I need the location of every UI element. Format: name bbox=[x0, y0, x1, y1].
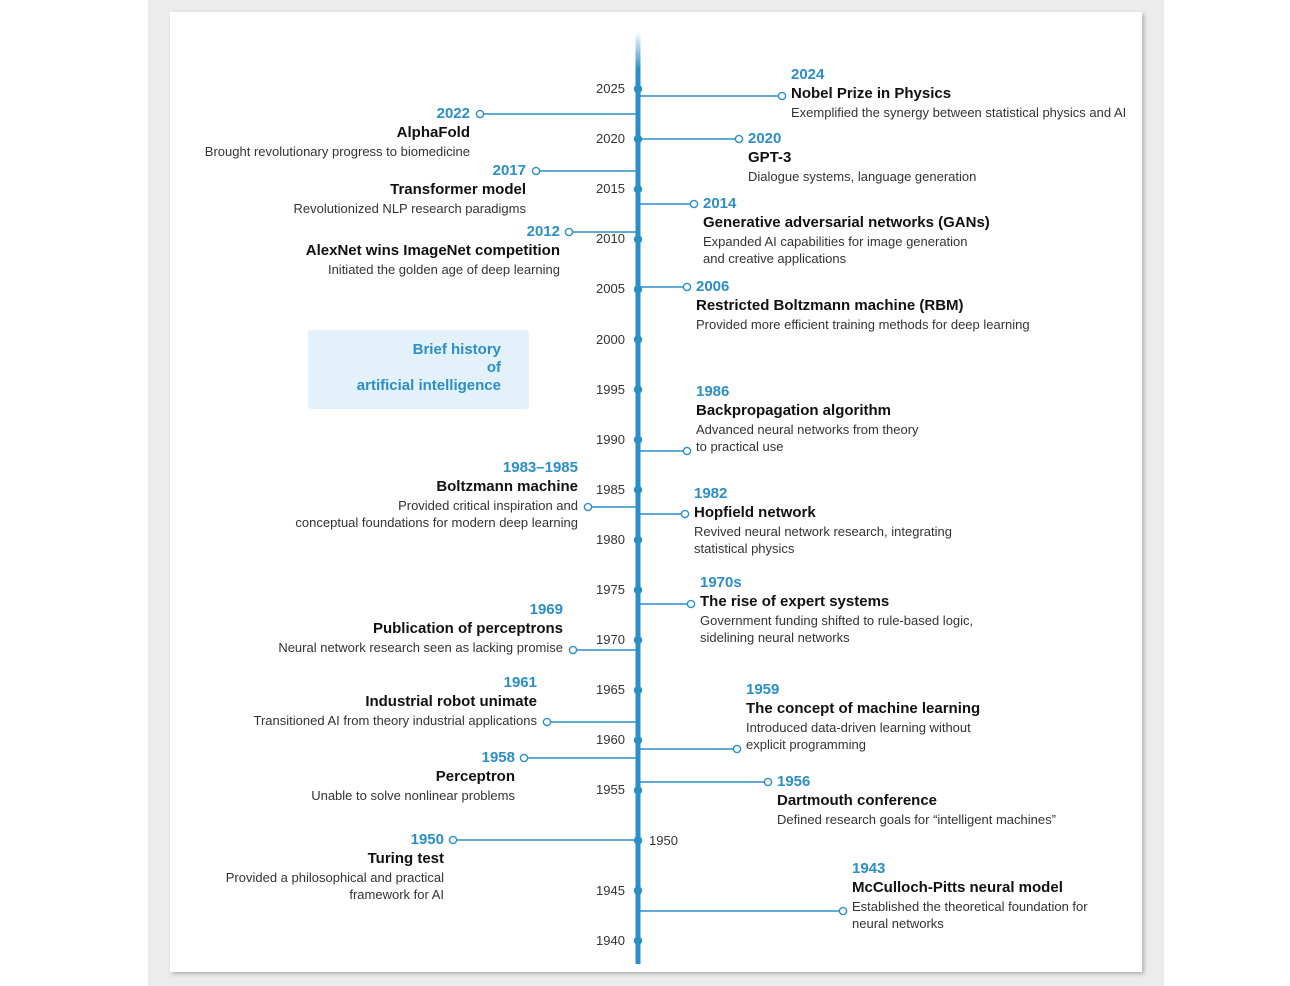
axis-tick-dot bbox=[634, 686, 642, 694]
axis-tick-dot bbox=[634, 486, 642, 494]
event-year: 1970s bbox=[700, 574, 742, 591]
event-endpoint bbox=[735, 135, 742, 142]
event-description: Defined research goals for “intelligent machines” bbox=[777, 812, 1056, 827]
axis-tick-label: 1990 bbox=[596, 431, 625, 447]
timeline-event bbox=[746, 681, 980, 753]
event-endpoint bbox=[690, 200, 697, 207]
event-title: McCulloch-Pitts neural model bbox=[852, 879, 1063, 896]
event-year: 1986 bbox=[696, 383, 730, 400]
timeline-event bbox=[694, 485, 952, 557]
event-title: GPT-3 bbox=[748, 149, 792, 166]
timeline-event bbox=[703, 195, 990, 267]
timeline-event bbox=[852, 860, 1088, 932]
axis-tick-label: 2015 bbox=[596, 181, 625, 197]
axis-tick-label: 1985 bbox=[596, 481, 625, 497]
timeline-event bbox=[696, 383, 919, 455]
event-title: Boltzmann machine bbox=[436, 478, 578, 495]
axis-tick-label: 1945 bbox=[596, 882, 625, 898]
axis-tick-dot bbox=[634, 937, 642, 945]
event-description: Revived neural network research, integrating statistical physics bbox=[694, 524, 952, 556]
event-title: Publication of perceptrons bbox=[372, 620, 563, 637]
event-year: 1961 bbox=[503, 674, 537, 691]
timeline-event bbox=[748, 130, 976, 185]
event-title: Hopfield network bbox=[694, 504, 816, 521]
event-endpoint bbox=[449, 836, 456, 843]
timeline-event bbox=[696, 278, 1030, 333]
event-title: AlexNet wins ImageNet competition bbox=[305, 242, 560, 259]
event-title: Nobel Prize in Physics bbox=[791, 85, 952, 102]
axis-tick-label: 2020 bbox=[596, 131, 625, 147]
timeline-title: Brief history of artificial intelligence bbox=[356, 341, 501, 394]
event-year: 1959 bbox=[746, 681, 780, 698]
event-endpoint bbox=[565, 228, 572, 235]
event-title: Backpropagation algorithm bbox=[696, 402, 892, 419]
event-endpoint bbox=[733, 745, 740, 752]
event-endpoint bbox=[543, 718, 550, 725]
event-endpoint bbox=[569, 646, 576, 653]
axis-tick-dot bbox=[634, 886, 642, 894]
event-title: Industrial robot unimate bbox=[365, 693, 537, 710]
event-description: Provided a philosophical and practical framework for AI bbox=[225, 870, 444, 902]
event-description: Neural network research seen as lacking promise bbox=[278, 640, 563, 655]
event-title: The concept of machine learning bbox=[746, 700, 981, 717]
event-endpoint bbox=[839, 907, 846, 914]
axis-tick-dot bbox=[634, 736, 642, 744]
event-endpoint bbox=[584, 503, 591, 510]
event-description: Exemplified the synergy between statistical physics and AI bbox=[791, 105, 1127, 120]
axis-tick-dot bbox=[634, 636, 642, 644]
axis-tick-dot bbox=[634, 185, 642, 193]
event-year: 2006 bbox=[696, 278, 730, 295]
axis-tick-label: 1950 bbox=[649, 832, 678, 848]
event-description: Initiated the golden age of deep learning bbox=[327, 262, 560, 277]
event-year: 1958 bbox=[481, 749, 515, 766]
axis-tick-dot bbox=[634, 385, 642, 393]
event-description: Transitioned AI from theory industrial applications bbox=[253, 713, 537, 728]
event-description: Established the theoretical foundation for neural networks bbox=[852, 899, 1088, 931]
axis-tick-label: 1940 bbox=[596, 932, 625, 948]
event-title: Perceptron bbox=[435, 768, 515, 785]
event-year: 1982 bbox=[694, 485, 728, 502]
event-description: Expanded AI capabilities for image generation and creative applications bbox=[703, 234, 968, 266]
event-description: Provided critical inspiration and conceptual foundations for modern deep learning bbox=[295, 498, 578, 530]
event-description: Provided more efficient training methods for deep learning bbox=[696, 317, 1030, 332]
event-endpoint bbox=[681, 510, 688, 517]
event-description: Introduced data-driven learning without explicit programming bbox=[746, 720, 971, 752]
timeline-event bbox=[205, 105, 470, 160]
axis-tick-dot bbox=[634, 786, 642, 794]
timeline-axis bbox=[636, 32, 641, 964]
axis-tick-label: 2000 bbox=[596, 331, 625, 347]
event-endpoint bbox=[476, 110, 483, 117]
axis-tick-label: 2025 bbox=[596, 81, 625, 96]
axis-tick-dot bbox=[634, 536, 642, 544]
axis-tick-label: 1975 bbox=[596, 582, 625, 597]
event-title: AlphaFold bbox=[396, 124, 470, 141]
event-year: 1983–1985 bbox=[502, 459, 578, 476]
event-description: Brought revolutionary progress to biomedicine bbox=[204, 144, 470, 159]
axis-tick-label: 2005 bbox=[596, 281, 625, 297]
axis-tick-label: 1995 bbox=[596, 381, 625, 397]
timeline-event bbox=[791, 66, 1126, 121]
axis-tick-dot bbox=[634, 586, 642, 594]
event-title: Dartmouth conference bbox=[777, 792, 938, 809]
event-year: 1969 bbox=[529, 601, 563, 618]
event-year: 1943 bbox=[852, 860, 886, 877]
event-description: Advanced neural networks from theory to practical use bbox=[696, 422, 919, 454]
axis-tick-label: 1980 bbox=[596, 531, 625, 547]
event-title: Turing test bbox=[367, 850, 444, 867]
timeline-event bbox=[306, 223, 560, 278]
axis-tick-dot bbox=[634, 235, 642, 243]
event-title: Transformer model bbox=[390, 181, 526, 198]
timeline-event bbox=[700, 574, 973, 646]
event-year: 1950 bbox=[410, 831, 444, 848]
event-title: Restricted Boltzmann machine (RBM) bbox=[696, 297, 964, 314]
event-endpoint bbox=[520, 754, 527, 761]
event-endpoint bbox=[532, 167, 539, 174]
event-endpoint bbox=[778, 92, 785, 99]
axis-tick-label: 2010 bbox=[596, 231, 625, 247]
axis-tick-dot bbox=[634, 335, 642, 343]
axis-tick-label: 1970 bbox=[596, 632, 625, 648]
title-box bbox=[308, 330, 529, 409]
event-year: 2024 bbox=[791, 66, 825, 83]
event-endpoint bbox=[687, 600, 694, 607]
event-endpoint bbox=[683, 283, 690, 290]
timeline-event bbox=[254, 674, 538, 729]
timeline-event bbox=[295, 459, 578, 531]
timeline-event bbox=[226, 831, 444, 903]
timeline-event bbox=[278, 601, 563, 656]
event-year: 2012 bbox=[526, 223, 560, 240]
event-year: 2020 bbox=[748, 130, 782, 147]
event-description: Unable to solve nonlinear problems bbox=[311, 788, 515, 803]
event-description: Government funding shifted to rule-based logic, sidelining neural networks bbox=[700, 613, 974, 645]
event-title: The rise of expert systems bbox=[700, 593, 890, 610]
axis-tick-label: 1960 bbox=[596, 732, 625, 748]
event-endpoint bbox=[764, 778, 771, 785]
axis-tick-label: 1955 bbox=[596, 782, 625, 798]
event-description: Revolutionized NLP research paradigms bbox=[293, 201, 526, 216]
event-description: Dialogue systems, language generation bbox=[748, 169, 977, 184]
event-year: 1956 bbox=[777, 773, 811, 790]
axis-tick-dot bbox=[634, 85, 642, 93]
event-endpoint bbox=[683, 447, 690, 454]
timeline-event bbox=[311, 749, 515, 804]
event-year: 2022 bbox=[436, 105, 470, 122]
timeline-event bbox=[294, 162, 526, 217]
axis-tick-label: 1965 bbox=[596, 682, 625, 698]
axis-tick-dot bbox=[634, 436, 642, 444]
event-title: Generative adversarial networks (GANs) bbox=[703, 214, 990, 231]
event-year: 2014 bbox=[703, 195, 737, 212]
timeline-event bbox=[777, 773, 1056, 828]
event-year: 2017 bbox=[492, 162, 526, 179]
